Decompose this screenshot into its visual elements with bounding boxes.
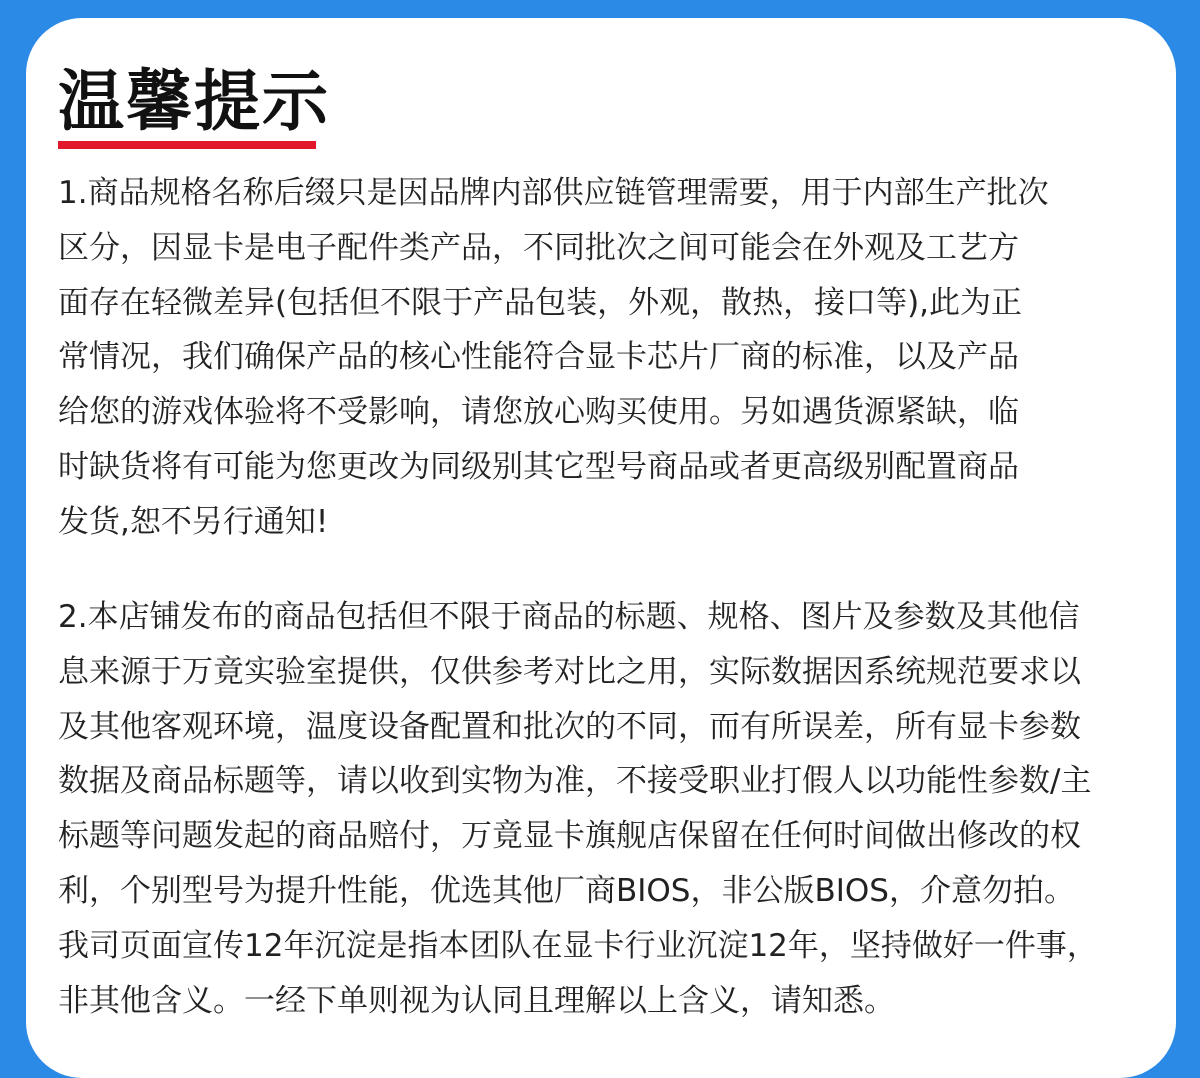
notice-line: 常情况，我们确保产品的核心性能符合显卡芯片厂商的标准，以及产品: [58, 339, 1019, 376]
notice-line: 给您的游戏体验将不受影响，请您放心购买使用。另如遇货源紧缺，临: [58, 394, 1019, 431]
notice-line: 我司页面宣传12年沉淀是指本团队在显卡行业沉淀12年，坚持做好一件事，: [58, 927, 1098, 964]
notice-line: 1.商品规格名称后缀只是因品牌内部供应链管理需要，用于内部生产批次: [58, 175, 1049, 211]
page-title: 温馨提示: [58, 63, 330, 140]
notice-line: 面存在轻微差异(包括但不限于产品包装，外观，散热，接口等),此为正: [58, 284, 1023, 321]
notice-line: 发货,恕不另行通知!: [58, 503, 329, 540]
notice-line: 息来源于万竟实验室提供，仅供参考对比之用，实际数据因系统规范要求以: [58, 653, 1081, 690]
notice-line: 区分，因显卡是电子配件类产品，不同批次之间可能会在外观及工艺方: [58, 229, 1019, 266]
notice-paragraph-2: [58, 590, 1172, 1028]
notice-line: 时缺货将有可能为您更改为同级别其它型号商品或者更高级别配置商品: [58, 448, 1019, 485]
notice-line: 非其他含义。一经下单则视为认同且理解以上含义，请知悉。: [58, 982, 895, 1019]
title-underline: [58, 141, 316, 149]
notice-line: 标题等问题发起的商品赔付，万竟显卡旗舰店保留在任何时间做出修改的权: [58, 818, 1081, 855]
notice-line: 数据及商品标题等，请以收到实物为准，不接受职业打假人以功能性参数/主: [58, 763, 1092, 800]
notice-card: [26, 18, 1176, 1078]
notice-line: 及其他客观环境，温度设备配置和批次的不同，而有所误差，所有显卡参数: [58, 708, 1081, 745]
title-block: [58, 64, 330, 149]
notice-line: 2.本店铺发布的商品包括但不限于商品的标题、规格、图片及参数及其他信: [58, 599, 1080, 635]
notice-paragraph-1: [58, 166, 1172, 550]
notice-line: 利，个别型号为提升性能，优选其他厂商BIOS，非公版BIOS，介意勿拍。: [58, 872, 1075, 909]
